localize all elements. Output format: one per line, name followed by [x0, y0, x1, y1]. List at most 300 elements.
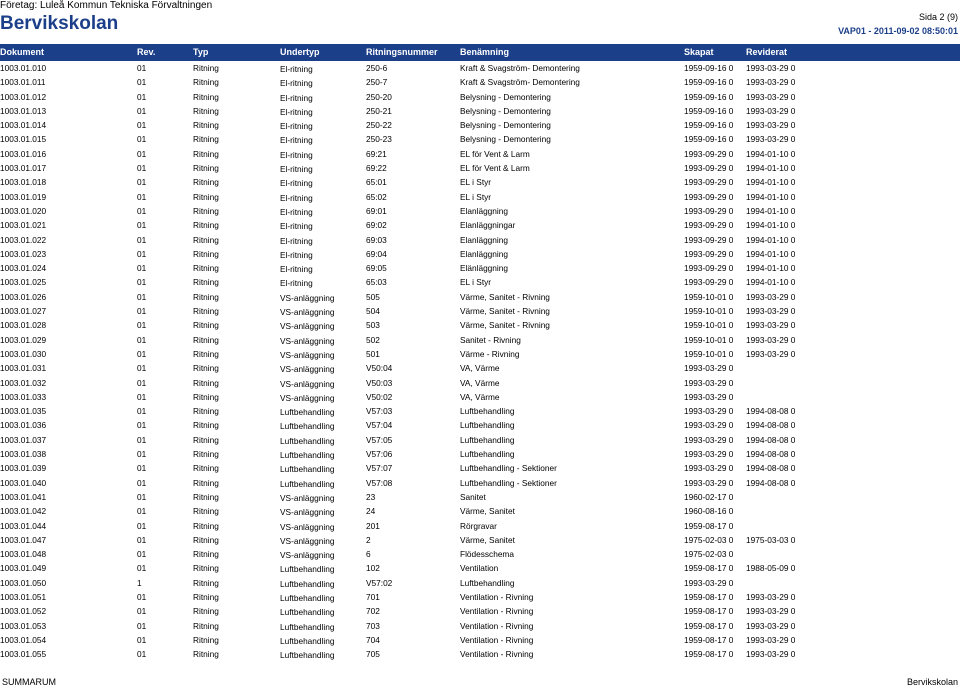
table-row [0, 490, 960, 504]
cell-rev: 01 [137, 77, 147, 88]
cell-rev: 01 [137, 591, 147, 602]
cell-rev: 01 [137, 634, 147, 645]
cell-undertyp: El-ritning [280, 106, 313, 117]
cell-benamning: Belysning - Demontering [460, 105, 551, 116]
cell-benamning: VA, Värme [460, 391, 500, 402]
cell-benamning: Värme, Sanitet - Rivning [460, 291, 550, 302]
cell-benamning: Ventilation - Rivning [460, 649, 534, 660]
cell-rev: 01 [137, 348, 147, 359]
cell-typ: Ritning [193, 120, 219, 131]
cell-undertyp: El-ritning [280, 178, 313, 189]
column-header-rev: Rev. [137, 47, 156, 57]
cell-reviderat: 1993-03-29 0 [746, 320, 796, 331]
cell-dokument: 1003.01.018 [0, 177, 47, 188]
cell-rev: 01 [137, 105, 147, 116]
cell-undertyp: El-ritning [280, 221, 313, 232]
table-row [0, 447, 960, 461]
cell-typ: Ritning [193, 406, 219, 417]
cell-undertyp: VS-anläggning [280, 392, 335, 403]
cell-skapat: 1975-02-03 0 [684, 549, 734, 560]
cell-rev: 01 [137, 220, 147, 231]
cell-dokument: 1003.01.031 [0, 363, 47, 374]
page-number: Sida 2 (9) [918, 12, 958, 22]
cell-dokument: 1003.01.030 [0, 348, 47, 359]
cell-undertyp: VS-anläggning [280, 521, 335, 532]
cell-benamning: Ventilation - Rivning [460, 620, 534, 631]
cell-typ: Ritning [193, 477, 219, 488]
cell-skapat: 1959-08-17 0 [684, 634, 734, 645]
cell-rev: 01 [137, 620, 147, 631]
cell-rev: 01 [137, 291, 147, 302]
cell-skapat: 1959-08-17 0 [684, 606, 734, 617]
column-header-undertyp: Undertyp [280, 47, 320, 57]
cell-benamning: Luftbehandling [460, 420, 515, 431]
cell-rev: 01 [137, 234, 147, 245]
cell-undertyp: Luftbehandling [280, 464, 335, 475]
cell-skapat: 1993-09-29 0 [684, 277, 734, 288]
cell-undertyp: Luftbehandling [280, 607, 335, 618]
cell-rev: 01 [137, 506, 147, 517]
column-header-reviderat: Reviderat [746, 47, 788, 57]
page-title: Bervikskolan [0, 13, 119, 34]
cell-dokument: 1003.01.023 [0, 248, 47, 259]
cell-undertyp: VS-anläggning [280, 492, 335, 503]
column-header-typ: Typ [193, 47, 209, 57]
cell-ritningsnummer: 250-20 [366, 91, 392, 102]
cell-skapat: 1993-03-29 0 [684, 477, 734, 488]
table-row [0, 461, 960, 475]
cell-reviderat [746, 376, 808, 390]
cell-ritningsnummer: 102 [366, 563, 380, 574]
cell-skapat: 1959-09-16 0 [684, 77, 734, 88]
cell-ritningsnummer: 23 [366, 491, 376, 502]
cell-typ: Ritning [193, 134, 219, 145]
cell-dokument: 1003.01.026 [0, 291, 47, 302]
cell-rev: 01 [137, 148, 147, 159]
cell-reviderat: 1994-01-10 0 [746, 277, 796, 288]
cell-ritningsnummer: 250-23 [366, 134, 392, 145]
table-row [0, 547, 960, 561]
cell-benamning: VA, Värme [460, 377, 500, 388]
cell-reviderat: 1994-01-10 0 [746, 148, 796, 159]
cell-typ: Ritning [193, 91, 219, 102]
table-row [0, 290, 960, 304]
cell-typ: Ritning [193, 248, 219, 259]
cell-typ: Ritning [193, 77, 219, 88]
cell-ritningsnummer: 505 [366, 291, 380, 302]
cell-skapat: 1959-10-01 0 [684, 291, 734, 302]
table-row [0, 118, 960, 132]
table-row [0, 619, 960, 633]
cell-rev: 01 [137, 363, 147, 374]
cell-undertyp: El-ritning [280, 235, 313, 246]
cell-ritningsnummer: 702 [366, 606, 380, 617]
cell-benamning: EL i Styr [460, 177, 492, 188]
cell-typ: Ritning [193, 563, 219, 574]
cell-dokument: 1003.01.032 [0, 377, 47, 388]
cell-typ: Ritning [193, 334, 219, 345]
cell-typ: Ritning [193, 177, 219, 188]
cell-undertyp: VS-anläggning [280, 507, 335, 518]
cell-skapat: 1975-02-03 0 [684, 534, 734, 545]
cell-ritningsnummer: 69:02 [366, 220, 387, 231]
cell-reviderat: 1994-01-10 0 [746, 191, 796, 202]
cell-reviderat: 1993-03-29 0 [746, 606, 796, 617]
cell-reviderat: 1993-03-29 0 [746, 134, 796, 145]
cell-dokument: 1003.01.014 [0, 120, 47, 131]
cell-rev: 01 [137, 549, 147, 560]
table-row [0, 161, 960, 175]
cell-reviderat: 1994-01-10 0 [746, 263, 796, 274]
cell-benamning: Belysning - Demontering [460, 134, 551, 145]
cell-undertyp: VS-anläggning [280, 349, 335, 360]
cell-reviderat: 1994-01-10 0 [746, 163, 796, 174]
cell-typ: Ritning [193, 205, 219, 216]
cell-skapat: 1993-03-29 0 [684, 434, 734, 445]
cell-benamning: VA, Värme [460, 363, 500, 374]
cell-benamning: Ventilation - Rivning [460, 591, 534, 602]
cell-benamning: EL för Vent & Larm [460, 163, 530, 174]
cell-rev: 01 [137, 520, 147, 531]
cell-undertyp: Luftbehandling [280, 635, 335, 646]
cell-typ: Ritning [193, 506, 219, 517]
cell-dokument: 1003.01.047 [0, 534, 47, 545]
table-row [0, 561, 960, 575]
cell-dokument: 1003.01.038 [0, 449, 47, 460]
cell-skapat: 1959-10-01 0 [684, 348, 734, 359]
cell-ritningsnummer: 502 [366, 334, 380, 345]
cell-skapat: 1959-09-16 0 [684, 63, 734, 73]
cell-reviderat [746, 390, 808, 404]
cell-ritningsnummer: 250-21 [366, 105, 392, 116]
table-row [0, 519, 960, 533]
cell-skapat: 1993-09-29 0 [684, 148, 734, 159]
cell-benamning: Elänläggning [460, 263, 508, 274]
cell-undertyp: El-ritning [280, 278, 313, 289]
cell-typ: Ritning [193, 549, 219, 560]
cell-skapat: 1993-09-29 0 [684, 263, 734, 274]
cell-typ: Ritning [193, 520, 219, 531]
table-row [0, 476, 960, 490]
cell-typ: Ritning [193, 348, 219, 359]
table-row [0, 590, 960, 604]
cell-ritningsnummer: 69:21 [366, 148, 387, 159]
cell-skapat: 1959-10-01 0 [684, 334, 734, 345]
cell-skapat: 1993-03-29 0 [684, 406, 734, 417]
cell-ritningsnummer: V50:02 [366, 391, 393, 402]
table-row [0, 604, 960, 618]
cell-dokument: 1003.01.016 [0, 148, 47, 159]
cell-rev: 01 [137, 320, 147, 331]
cell-benamning: Luftbehandling - Sektioner [460, 477, 557, 488]
cell-dokument: 1003.01.054 [0, 634, 47, 645]
table-row [0, 75, 960, 89]
table-row [0, 333, 960, 347]
cell-skapat: 1993-09-29 0 [684, 234, 734, 245]
table-row [0, 504, 960, 518]
cell-reviderat: 1994-01-10 0 [746, 248, 796, 259]
cell-reviderat: 1993-03-29 0 [746, 591, 796, 602]
cell-ritningsnummer: 705 [366, 649, 380, 660]
cell-reviderat: 1994-01-10 0 [746, 177, 796, 188]
cell-ritningsnummer: V57:02 [366, 577, 393, 588]
cell-rev: 01 [137, 277, 147, 288]
table-row [0, 376, 960, 390]
cell-skapat: 1960-08-16 0 [684, 506, 734, 517]
table-row [0, 633, 960, 647]
table-row [0, 218, 960, 232]
cell-typ: Ritning [193, 277, 219, 288]
table-row [0, 104, 960, 118]
cell-skapat: 1993-03-29 0 [684, 391, 734, 402]
cell-typ: Ritning [193, 191, 219, 202]
cell-dokument: 1003.01.012 [0, 91, 47, 102]
cell-undertyp: Luftbehandling [280, 621, 335, 632]
cell-ritningsnummer: 65:03 [366, 277, 387, 288]
cell-typ: Ritning [193, 577, 219, 588]
cell-reviderat: 1994-08-08 0 [746, 477, 796, 488]
table-row [0, 418, 960, 432]
table-row [0, 132, 960, 146]
cell-rev: 01 [137, 191, 147, 202]
cell-undertyp: Luftbehandling [280, 650, 335, 661]
column-header-dokument: Dokument [0, 47, 45, 57]
cell-dokument: 1003.01.022 [0, 234, 47, 245]
cell-reviderat: 1994-08-08 0 [746, 406, 796, 417]
table-row [0, 147, 960, 161]
cell-benamning: Belysning - Demontering [460, 91, 551, 102]
cell-dokument: 1003.01.015 [0, 134, 47, 145]
cell-reviderat [746, 576, 808, 590]
company-label: Företag: Luleå Kommun Tekniska Förvaltningen [0, 0, 213, 11]
cell-undertyp: El-ritning [280, 164, 313, 175]
cell-dokument: 1003.01.013 [0, 105, 47, 116]
cell-skapat: 1993-03-29 0 [684, 577, 734, 588]
cell-dokument: 1003.01.017 [0, 163, 47, 174]
cell-dokument: 1003.01.035 [0, 406, 47, 417]
cell-reviderat: 1993-03-29 0 [746, 63, 796, 73]
table-row [0, 204, 960, 218]
cell-reviderat: 1994-01-10 0 [746, 234, 796, 245]
cell-reviderat [746, 490, 808, 504]
cell-reviderat: 1993-03-29 0 [746, 105, 796, 116]
footer-school-name: Bervikskolan [906, 677, 958, 687]
cell-undertyp: VS-anläggning [280, 292, 335, 303]
cell-skapat: 1959-09-16 0 [684, 105, 734, 116]
table-row [0, 404, 960, 418]
cell-undertyp: El-ritning [280, 249, 313, 260]
cell-reviderat: 1994-08-08 0 [746, 420, 796, 431]
cell-dokument: 1003.01.036 [0, 420, 47, 431]
cell-dokument: 1003.01.052 [0, 606, 47, 617]
cell-benamning: Elanläggning [460, 205, 508, 216]
cell-dokument: 1003.01.027 [0, 306, 47, 317]
cell-dokument: 1003.01.024 [0, 263, 47, 274]
cell-undertyp: El-ritning [280, 264, 313, 275]
cell-rev: 01 [137, 63, 147, 73]
cell-undertyp: VS-anläggning [280, 307, 335, 318]
cell-rev: 01 [137, 649, 147, 660]
cell-benamning: Värme, Sanitet - Rivning [460, 320, 550, 331]
table-row [0, 576, 960, 590]
cell-benamning: Värme, Sanitet [460, 506, 515, 517]
cell-benamning: Belysning - Demontering [460, 120, 551, 131]
cell-reviderat: 1994-01-10 0 [746, 220, 796, 231]
cell-typ: Ritning [193, 649, 219, 660]
cell-reviderat [746, 504, 808, 518]
cell-undertyp: Luftbehandling [280, 478, 335, 489]
cell-typ: Ritning [193, 463, 219, 474]
cell-typ: Ritning [193, 534, 219, 545]
cell-skapat: 1993-09-29 0 [684, 220, 734, 231]
cell-undertyp: Luftbehandling [280, 435, 335, 446]
cell-ritningsnummer: 501 [366, 348, 380, 359]
column-header-skapat: Skapat [684, 47, 714, 57]
cell-undertyp: El-ritning [280, 64, 313, 74]
cell-skapat: 1959-10-01 0 [684, 320, 734, 331]
cell-typ: Ritning [193, 606, 219, 617]
table-header [0, 44, 960, 61]
cell-skapat: 1959-09-16 0 [684, 120, 734, 131]
cell-reviderat: 1993-03-29 0 [746, 634, 796, 645]
cell-undertyp: Luftbehandling [280, 578, 335, 589]
cell-reviderat: 1994-08-08 0 [746, 434, 796, 445]
cell-rev: 01 [137, 463, 147, 474]
cell-skapat: 1959-09-16 0 [684, 91, 734, 102]
column-header-ritningsnummer: Ritningsnummer [366, 47, 438, 57]
cell-skapat: 1959-09-16 0 [684, 134, 734, 145]
cell-skapat: 1960-02-17 0 [684, 491, 734, 502]
cell-rev: 01 [137, 248, 147, 259]
cell-benamning: Sanitet - Rivning [460, 334, 521, 345]
cell-rev: 01 [137, 334, 147, 345]
cell-reviderat: 1993-03-29 0 [746, 334, 796, 345]
cell-dokument: 1003.01.042 [0, 506, 47, 517]
cell-undertyp: VS-anläggning [280, 364, 335, 375]
cell-typ: Ritning [193, 363, 219, 374]
cell-skapat: 1959-08-17 0 [684, 591, 734, 602]
cell-skapat: 1993-09-29 0 [684, 205, 734, 216]
cell-ritningsnummer: 503 [366, 320, 380, 331]
cell-skapat: 1959-10-01 0 [684, 306, 734, 317]
cell-reviderat: 1993-03-29 0 [746, 91, 796, 102]
table-row [0, 247, 960, 261]
cell-benamning: Luftbehandling [460, 434, 515, 445]
table-row [0, 190, 960, 204]
cell-ritningsnummer: V57:03 [366, 406, 393, 417]
cell-benamning: Elanläggning [460, 234, 508, 245]
cell-skapat: 1993-09-29 0 [684, 177, 734, 188]
cell-benamning: Kraft & Svagström- Demontering [460, 77, 580, 88]
cell-typ: Ritning [193, 148, 219, 159]
table-body [0, 61, 960, 661]
cell-reviderat: 1993-03-29 0 [746, 306, 796, 317]
cell-dokument: 1003.01.010 [0, 63, 47, 73]
table-row [0, 175, 960, 189]
table-row [0, 433, 960, 447]
cell-benamning: Elanläggning [460, 248, 508, 259]
column-header-benamning: Benämning [460, 47, 510, 57]
cell-benamning: Värme, Sanitet [460, 534, 515, 545]
cell-typ: Ritning [193, 420, 219, 431]
cell-typ: Ritning [193, 306, 219, 317]
table-row [0, 647, 960, 661]
cell-skapat: 1959-08-17 0 [684, 520, 734, 531]
cell-ritningsnummer: V57:04 [366, 420, 393, 431]
table-row [0, 61, 960, 75]
cell-skapat: 1993-03-29 0 [684, 449, 734, 460]
cell-dokument: 1003.01.049 [0, 563, 47, 574]
cell-reviderat: 1993-03-29 0 [746, 120, 796, 131]
cell-dokument: 1003.01.020 [0, 205, 47, 216]
cell-undertyp: Luftbehandling [280, 592, 335, 603]
cell-undertyp: El-ritning [280, 92, 313, 103]
cell-skapat: 1959-08-17 0 [684, 620, 734, 631]
cell-benamning: Ventilation - Rivning [460, 634, 534, 645]
cell-undertyp: El-ritning [280, 78, 313, 89]
table-row [0, 318, 960, 332]
cell-typ: Ritning [193, 220, 219, 231]
cell-reviderat: 1975-03-03 0 [746, 534, 796, 545]
cell-undertyp: El-ritning [280, 135, 313, 146]
cell-benamning: Sanitet [460, 491, 486, 502]
cell-typ: Ritning [193, 449, 219, 460]
cell-ritningsnummer: 703 [366, 620, 380, 631]
cell-dokument: 1003.01.025 [0, 277, 47, 288]
cell-reviderat: 1994-01-10 0 [746, 205, 796, 216]
cell-reviderat: 1994-08-08 0 [746, 449, 796, 460]
cell-ritningsnummer: 69:05 [366, 263, 387, 274]
cell-skapat: 1959-08-17 0 [684, 649, 734, 660]
cell-ritningsnummer: V57:05 [366, 434, 393, 445]
cell-rev: 01 [137, 449, 147, 460]
cell-rev: 01 [137, 120, 147, 131]
cell-undertyp: Luftbehandling [280, 421, 335, 432]
cell-rev: 01 [137, 606, 147, 617]
cell-typ: Ritning [193, 263, 219, 274]
table-row [0, 275, 960, 289]
cell-benamning: Rörgravar [460, 520, 497, 531]
cell-reviderat: 1993-03-29 0 [746, 291, 796, 302]
cell-skapat: 1993-03-29 0 [684, 363, 734, 374]
cell-ritningsnummer: 704 [366, 634, 380, 645]
cell-dokument: 1003.01.040 [0, 477, 47, 488]
cell-ritningsnummer: 250-7 [366, 77, 388, 88]
cell-typ: Ritning [193, 391, 219, 402]
cell-rev: 01 [137, 205, 147, 216]
cell-dokument: 1003.01.011 [0, 77, 46, 88]
cell-rev: 01 [137, 477, 147, 488]
cell-reviderat [746, 547, 808, 561]
cell-reviderat: 1993-03-29 0 [746, 649, 796, 660]
cell-skapat: 1959-08-17 0 [684, 563, 734, 574]
cell-reviderat [746, 361, 808, 375]
cell-dokument: 1003.01.048 [0, 549, 47, 560]
cell-undertyp: VS-anläggning [280, 550, 335, 561]
cell-reviderat: 1993-03-29 0 [746, 620, 796, 631]
cell-reviderat: 1993-03-29 0 [746, 348, 796, 359]
cell-undertyp: El-ritning [280, 206, 313, 217]
cell-benamning: EL för Vent & Larm [460, 148, 530, 159]
cell-ritningsnummer: V50:04 [366, 363, 393, 374]
table-row [0, 233, 960, 247]
table-row [0, 390, 960, 404]
cell-undertyp: El-ritning [280, 149, 313, 160]
cell-ritningsnummer: 6 [366, 549, 371, 560]
cell-benamning: Luftbehandling [460, 406, 515, 417]
cell-skapat: 1993-03-29 0 [684, 377, 734, 388]
cell-ritningsnummer: V57:07 [366, 463, 393, 474]
